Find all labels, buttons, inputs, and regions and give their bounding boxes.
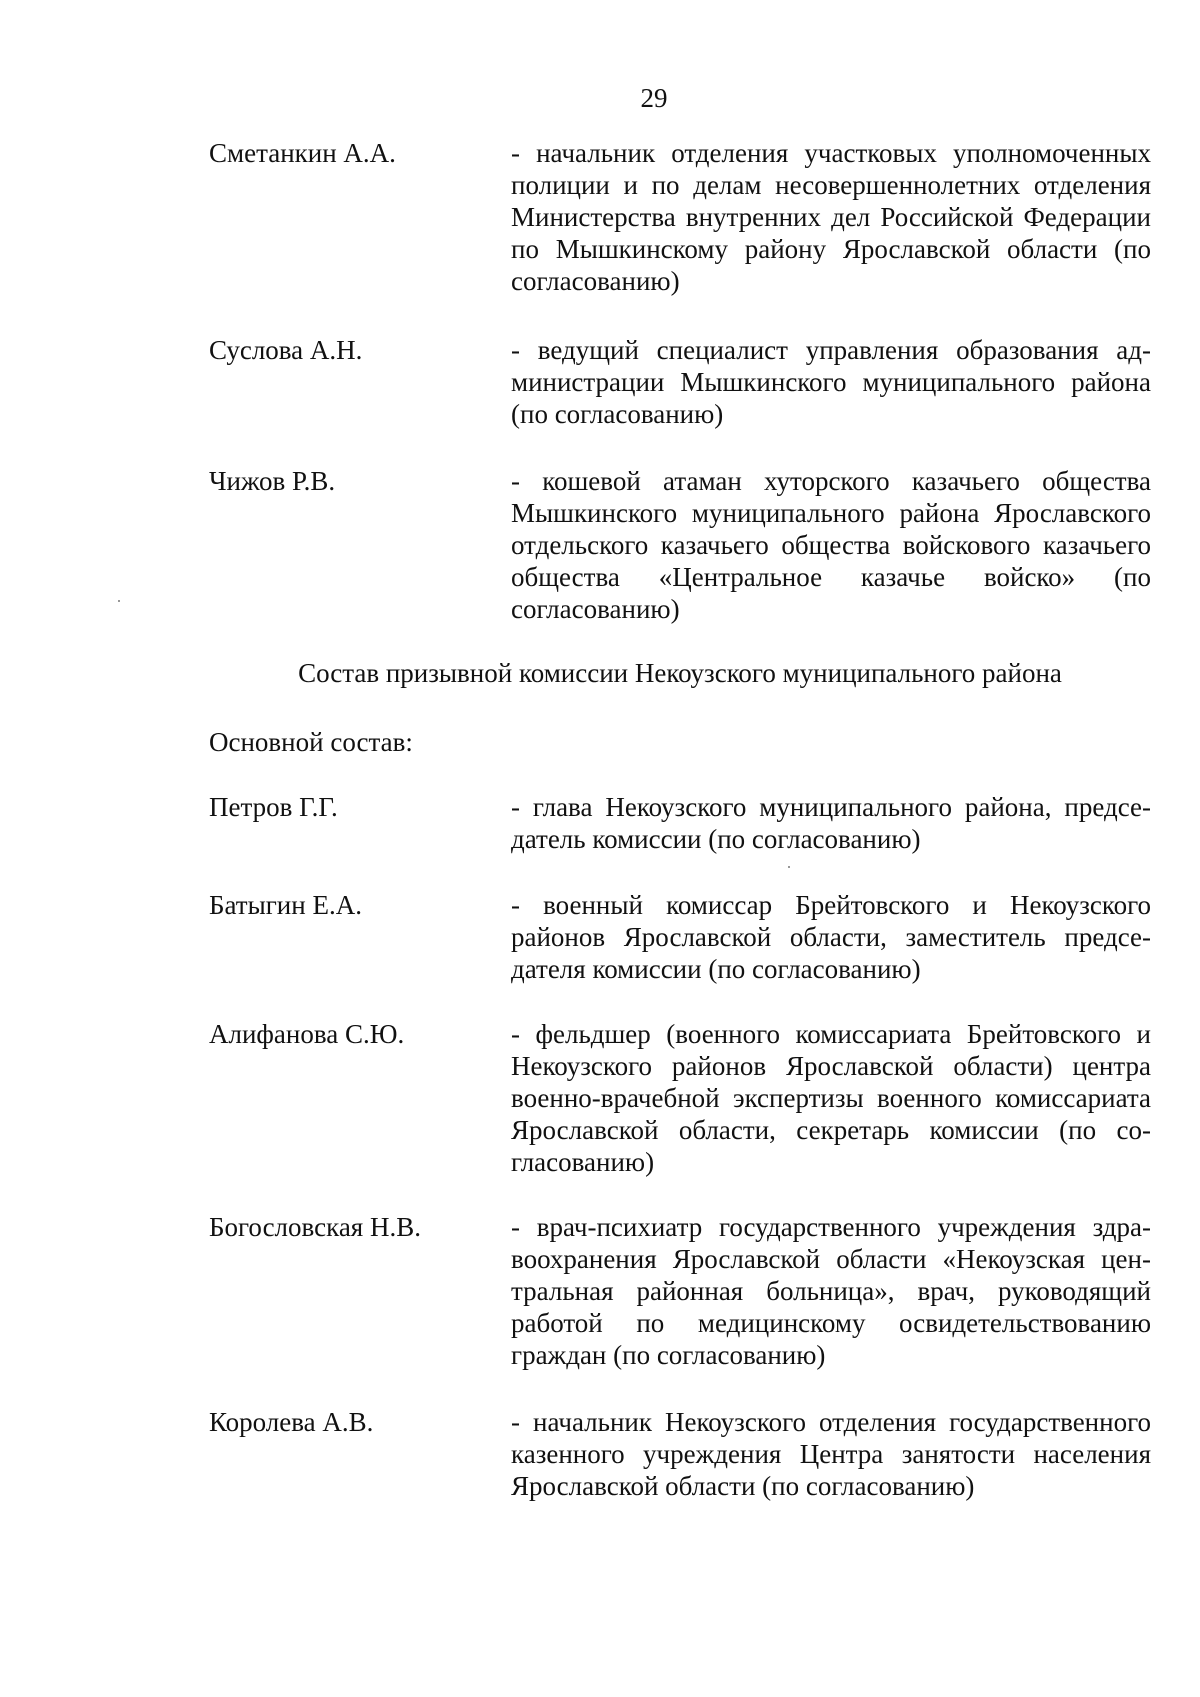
member-name: Петров Г.Г. xyxy=(209,792,338,822)
member-name: Батыгин Е.А. xyxy=(209,890,362,920)
member-entry xyxy=(209,137,1151,297)
member-description: - фельдшер (военного комиссариата Брейтовского и Некоузского районов Ярославской области) центра военно-врачебной экспертизы военного комиссариата Ярославской области, секретарь комиссии (по согласованию) xyxy=(511,1019,1151,1177)
member-entry xyxy=(209,1406,1151,1502)
member-description: - ведущий специалист управления образования администрации Мышкинского муниципального района (по согласованию) xyxy=(511,335,1151,429)
scan-speck xyxy=(788,866,790,868)
scan-speck xyxy=(118,600,120,602)
member-description: - начальник Некоузского отделения государственного казенного учреждения Центра занятости населения Ярославской области (по согласованию) xyxy=(511,1407,1151,1501)
subsection-label: Основной состав: xyxy=(209,727,413,757)
member-name: Алифанова С.Ю. xyxy=(209,1019,405,1049)
member-description: - военный комиссар Брейтовского и Некоузского районов Ярославской области, заместитель председателя комиссии (по согласованию) xyxy=(511,890,1151,984)
page-number: 29 xyxy=(640,83,668,113)
member-description: - начальник отделения участковых уполномоченных полиции и по делам несовершеннолетних отделения Министерства внутренних дел Российской Федерации по Мышкинскому району Ярославской области (по согласованию) xyxy=(511,138,1151,296)
member-name: Королева А.В. xyxy=(209,1407,374,1437)
member-entry xyxy=(209,889,1151,985)
member-description: - врач-психиатр государственного учреждения здравоохранения Ярославской области «Некоузская центральная районная больница», врач, руководящий работой по медицинскому освидетельствованию граждан (по согласованию) xyxy=(511,1212,1151,1370)
member-description: - глава Некоузского муниципального района, председатель комиссии (по согласованию) xyxy=(511,792,1151,854)
member-entry xyxy=(209,465,1151,625)
member-name: Чижов Р.В. xyxy=(209,466,336,496)
member-name: Суслова А.Н. xyxy=(209,335,363,365)
member-name: Богословская Н.В. xyxy=(209,1212,421,1242)
member-entry xyxy=(209,1211,1151,1371)
member-description: - кошевой атаман хуторского казачьего общества Мышкинского муниципального района Ярославского отдельского казачьего общества войскового казачьего общества «Центральное казачье войско» (по согласованию) xyxy=(511,466,1151,624)
section-heading: Состав призывной комиссии Некоузского муниципального района xyxy=(298,658,1062,688)
member-entry xyxy=(209,791,1151,855)
member-name: Сметанкин А.А. xyxy=(209,138,396,168)
member-entry xyxy=(209,334,1151,430)
member-entry xyxy=(209,1018,1151,1178)
